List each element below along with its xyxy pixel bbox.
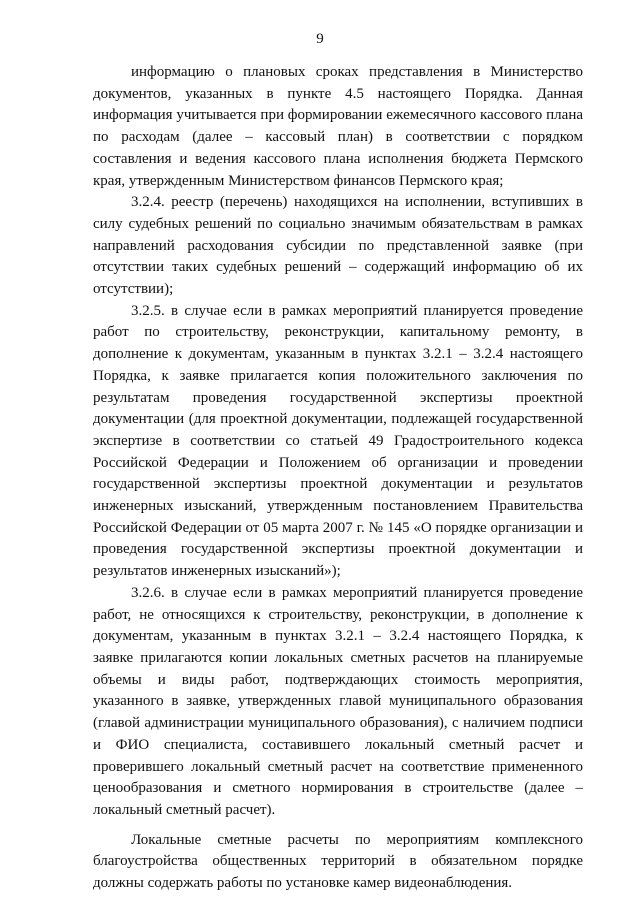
- paragraph-3-2-5: 3.2.5. в случае если в рамках мероприятий планируется проведение работ по строительству, реконструкции, капитальному ремонту, в дополнение к документам, указанным в пунктах 3.2.1 – 3.2.4 настоящего Порядка, к заявке прилагается копия положительного заключения по результатам проведения государственной экспертизы проектной документации (для проектной документации, подлежащей государственной экспертизе в соответствии со статьей 49 Градостроительного кодекса Российской Федерации и Положением об организации и проведении государственной экспертизы проектной документации и результатов инженерных изысканий, утвержденным постановлением Правительства Российской Федерации от 05 марта 2007 г. № 145 «О порядке организации и проведения государственной экспертизы проектной документации и результатов инженерных изысканий»);: [93, 302, 583, 580]
- paragraph-local-estimates: Локальные сметные расчеты по мероприятиям комплексного благоустройства общественных территорий в обязательном порядке должны содержать работы по установке камер видеонаблюдения.: [93, 831, 583, 892]
- document-body: [93, 62, 583, 895]
- paragraph-3-2-4: 3.2.4. реестр (перечень) находящихся на исполнении, вступивших в силу судебных решений по социально значимым обязательствам в рамках направлений расходования субсидии по представленной заявке (при отсутствии таких судебных решений – содержащий информацию об их отсутствии);: [93, 194, 583, 298]
- page-number: 9: [316, 31, 324, 47]
- paragraph-3-2-6: 3.2.6. в случае если в рамках мероприятий планируется проведение работ, не относящихся к строительству, реконструкции, в дополнение к документам, указанным в пунктах 3.2.1 – 3.2.4 настоящего Порядка, к заявке прилагаются копии локальных сметных расчетов на планируемые объемы и виды работ, подтверждающих стоимость мероприятия, указанного в заявке, утвержденных главой муниципального образования (главой администрации муниципального образования), с наличием подписи и ФИО специалиста, составившего локальный сметный расчет и проверившего локальный сметный расчет на соответствие примененного ценообразования и сметного нормирования в строительстве (далее – локальный сметный расчет).: [93, 584, 583, 818]
- paragraph-cash-plan-info: информацию о плановых сроках представления в Министерство документов, указанных в пункте 4.5 настоящего Порядка. Данная информация учитывается при формировании ежемесячного кассового плана по расходам (далее – кассовый план) в соответствии с порядком составления и ведения кассового плана исполнения бюджета Пермского края, утвержденным Министерством финансов Пермского края;: [93, 64, 583, 189]
